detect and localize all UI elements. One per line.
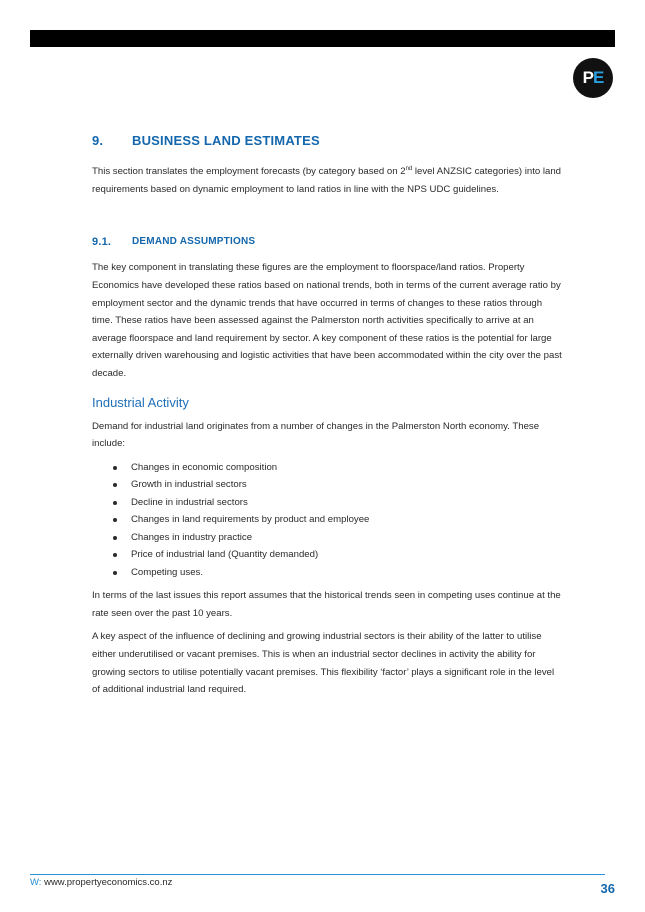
list-item: Changes in economic composition <box>92 459 562 477</box>
subsection-number: 9.1. <box>92 236 112 249</box>
list-item: Changes in land requirements by product and employee <box>92 511 562 529</box>
section-heading <box>92 133 562 148</box>
website-url[interactable]: www.propertyeconomics.co.nz <box>44 877 173 888</box>
logo-letter-e: E <box>593 68 604 87</box>
subsection-heading <box>92 236 562 248</box>
competing-uses-paragraph: In terms of the last issues this report assumes that the historical trends seen in competing uses continue at the rate seen over the past 10 years. <box>92 590 561 619</box>
footer-website[interactable] <box>30 877 172 888</box>
header-bar <box>30 30 615 47</box>
section-title: BUSINESS LAND ESTIMATES <box>132 133 320 148</box>
subsection-title: DEMAND ASSUMPTIONS <box>132 236 256 248</box>
industrial-activity-heading: Industrial Activity <box>92 394 189 410</box>
list-item: Competing uses. <box>92 564 562 582</box>
section-number: 9. <box>92 133 104 148</box>
list-item: Price of industrial land (Quantity demanded) <box>92 546 562 564</box>
page-number: 36 <box>600 881 615 896</box>
list-item: Decline in industrial sectors <box>92 494 562 512</box>
industrial-demand-list <box>92 459 562 582</box>
footer-divider <box>30 874 605 875</box>
industrial-intro: Demand for industrial land originates from a number of changes in the Palmerston North economy. These include: <box>92 420 540 450</box>
list-item: Growth in industrial sectors <box>92 476 562 494</box>
page-content <box>92 133 562 699</box>
logo-letter-p: P <box>582 68 593 87</box>
web-label: W: <box>30 877 42 888</box>
list-item: Changes in industry practice <box>92 529 562 547</box>
section-intro: This section translates the employment forecasts (by category based on 2nd level ANZSIC categories) into land requirements based on dynamic employment to land ratios in line with the NPS UDC guidelines. <box>92 166 562 195</box>
demand-assumptions-paragraph: The key component in translating these figures are the employment to floorspace/land ratios. Property Economics have developed these ratios based on national trends, both in terms of the current average ratio by employment sector and the dynamic trends that have occurred in terms of changes to these ratios through time. These ratios have been assessed against the Palmerston north activities specifically to arrive at an average floorspace and land requirement by sector. A key component of these ratios is the potential for large externally driven warehousing and logistic activities that have been accommodated within the city over the past decade. <box>92 262 562 379</box>
flexibility-paragraph: A key aspect of the influence of declining and growing industrial sectors is their ability of the latter to utilise either underutilised or vacant premises. This is when an industrial sector declines in activity the ability for growing sectors to utilise potentially vacant premises. This flexibility ‘factor’ plays a significant role in the level of additional industrial land required. <box>92 631 555 696</box>
property-economics-logo <box>573 58 613 98</box>
